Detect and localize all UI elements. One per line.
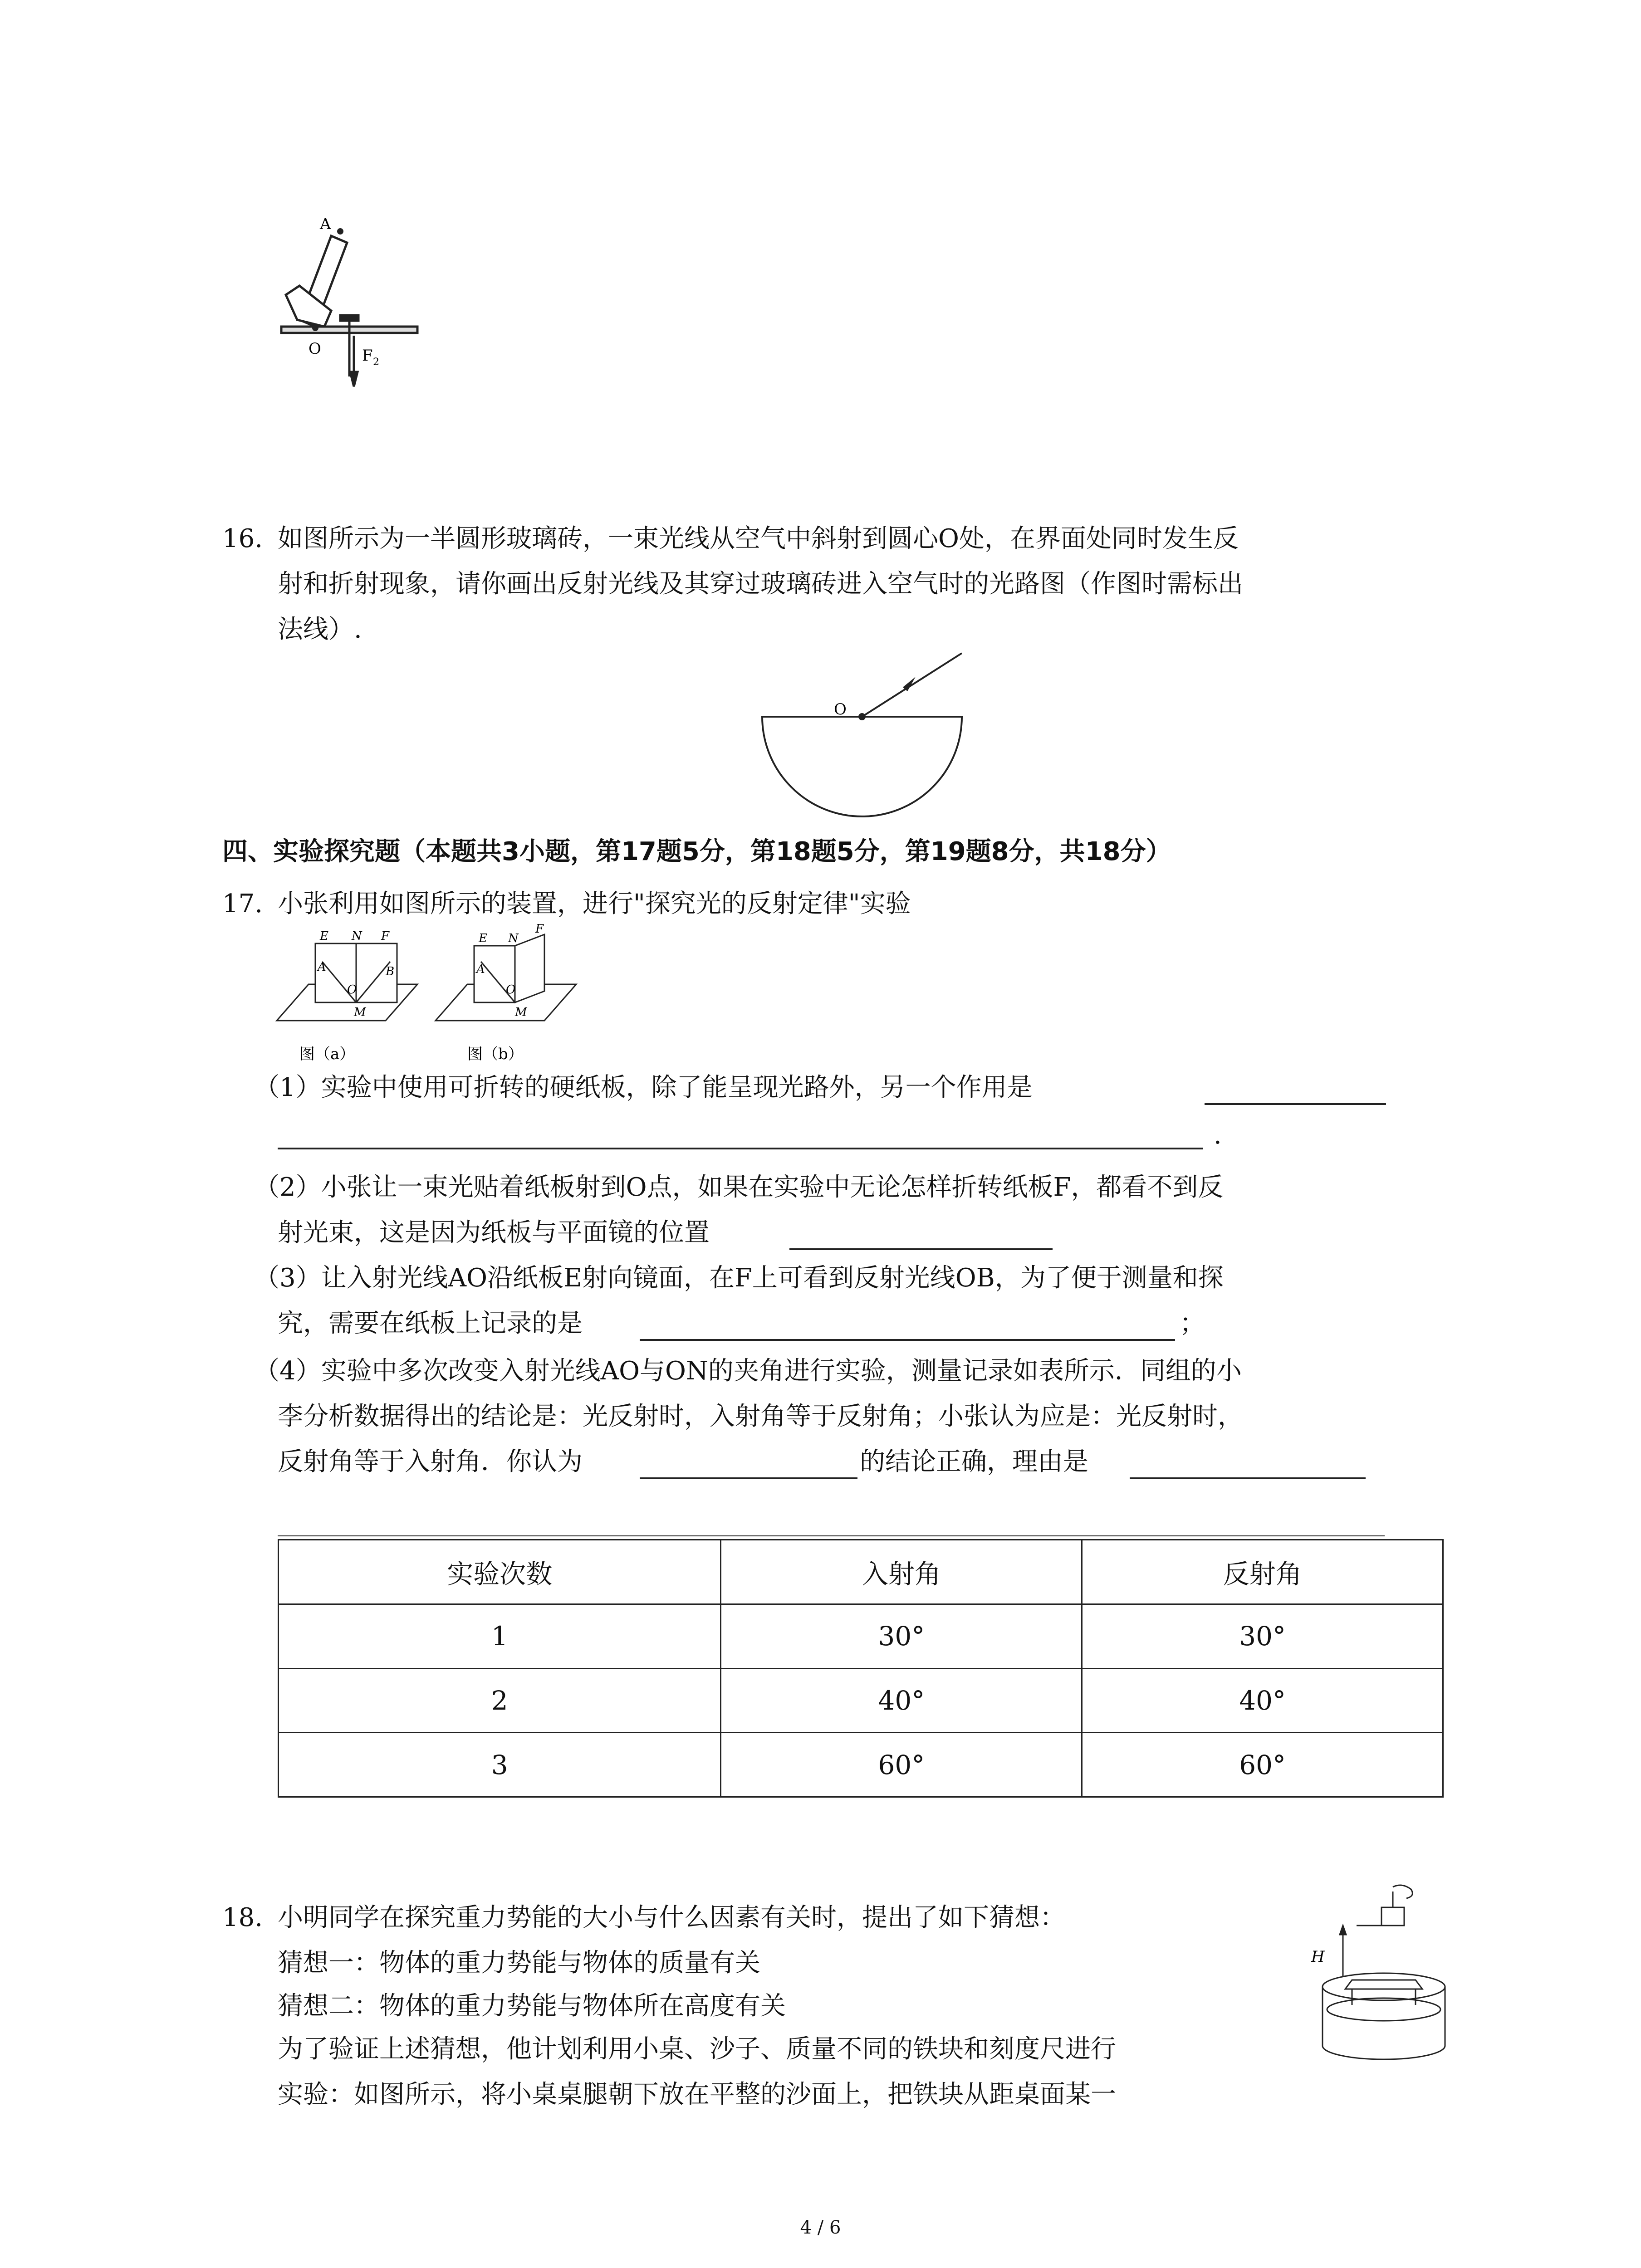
q16-line1: 如图所示为一半圆形玻璃砖，一束光线从空气中斜射到圆心O处，在界面处同时发生反 [278, 524, 1239, 553]
q17-intro: 小张利用如图所示的装置，进行"探究光的反射定律"实验 [278, 889, 911, 919]
label-o: O [309, 340, 321, 358]
answer-blank-4a[interactable] [640, 1477, 857, 1479]
label-o: O [347, 983, 357, 997]
answer-blank-3[interactable] [640, 1339, 1175, 1341]
q17-p1-end: . [1214, 1120, 1222, 1150]
fig-b-caption: 图（b） [467, 1045, 524, 1063]
sand-table-figure [1302, 1878, 1447, 2073]
q17-p2-line2: 射光束，这是因为纸板与平面镜的位置 [278, 1218, 710, 1247]
table-cell: 60° [1082, 1733, 1443, 1797]
table-row [279, 1733, 1443, 1797]
q18-line5: 实验：如图所示，将小桌桌腿朝下放在平整的沙面上，把铁块从距桌面某一 [278, 2080, 1116, 2109]
table-row [279, 1668, 1443, 1733]
page-number: 4 / 6 [800, 2217, 841, 2238]
table-header: 反射角 [1082, 1540, 1443, 1604]
table-cell: 3 [279, 1733, 721, 1797]
reflection-apparatus-figure [272, 922, 590, 1080]
label-o-b: O [506, 983, 516, 997]
answer-blank-4b[interactable] [1130, 1477, 1366, 1479]
q18-line2: 猜想一：物体的重力势能与物体的质量有关 [278, 1948, 760, 1978]
fig-a-caption: 图（a） [299, 1045, 355, 1063]
q16-number: 16. [222, 524, 263, 553]
answer-blank-4c[interactable] [278, 1535, 1385, 1536]
section-title: 四、实验探究题（本题共3小题，第17题5分，第18题5分，第19题8分，共18分） [222, 837, 1171, 866]
label-n: N [352, 929, 362, 943]
answer-blank-2[interactable] [789, 1248, 1053, 1250]
table-header: 实验次数 [279, 1540, 721, 1604]
experiment-table [278, 1539, 1444, 1798]
label-b: B [386, 965, 395, 978]
semicircle-glass-figure [744, 644, 980, 835]
label-n-b: N [508, 932, 519, 945]
q18-line4: 为了验证上述猜想，他计划利用小桌、沙子、质量不同的铁块和刻度尺进行 [278, 2034, 1116, 2064]
q18-line1: 小明同学在探究重力势能的大小与什么因素有关时，提出了如下猜想： [278, 1903, 1065, 1932]
q18-number: 18. [222, 1903, 263, 1932]
q17-p2-line1: （2）小张让一束光贴着纸板射到O点，如果在实验中无论怎样折转纸板F，都看不到反 [254, 1173, 1224, 1202]
q17-p1-line1: （1）实验中使用可折转的硬纸板，除了能呈现光路外，另一个作用是 [254, 1073, 1033, 1102]
table-cell: 2 [279, 1668, 721, 1733]
q17-p3-line2: 究，需要在纸板上记录的是 [278, 1309, 583, 1338]
q17-p3-line1: （3）让入射光线AO沿纸板E射向镜面，在F上可看到反射光线OB，为了便于测量和探 [254, 1263, 1224, 1293]
table-cell: 1 [279, 1604, 721, 1668]
answer-blank-1a[interactable] [1205, 1103, 1386, 1105]
label-h: H [1311, 1948, 1325, 1966]
q17-p4-line3b: 的结论正确，理由是 [860, 1447, 1088, 1476]
table-header-row [279, 1540, 1443, 1604]
table-header: 入射角 [721, 1540, 1082, 1604]
q17-p4-line1: （4）实验中多次改变入射光线AO与ON的夹角进行实验，测量记录如表所示．同组的小 [254, 1356, 1242, 1386]
table-cell: 30° [1082, 1604, 1443, 1668]
q17-number: 17. [222, 889, 263, 919]
figure-label-o: O [834, 700, 847, 719]
label-f: F [362, 347, 373, 365]
label-m: M [354, 1006, 366, 1019]
label-e: E [320, 929, 328, 943]
q18-line3: 猜想二：物体的重力势能与物体所在高度有关 [278, 1991, 786, 2021]
table-row [279, 1604, 1443, 1668]
table-cell: 30° [721, 1604, 1082, 1668]
label-a-b: A [476, 963, 485, 976]
label-a: A [320, 215, 331, 233]
label-f: F [381, 929, 390, 943]
q16-line2: 射和折射现象，请你画出反射光线及其穿过玻璃砖进入空气时的光路图（作图时需标出 [278, 569, 1243, 599]
table-cell: 60° [721, 1733, 1082, 1797]
q17-p4-line3a: 反射角等于入射角．你认为 [278, 1447, 583, 1476]
q16-line3: 法线）. [278, 615, 362, 644]
table-cell: 40° [1082, 1668, 1443, 1733]
q17-p4-line2: 李分析数据得出的结论是：光反射时，入射角等于反射角；小张认为应是：光反射时， [278, 1402, 1243, 1431]
table-cell: 40° [721, 1668, 1082, 1733]
label-f-b: F [535, 922, 544, 936]
hammer-lever-figure [272, 215, 426, 390]
q17-p3-end: ； [1180, 1309, 1205, 1338]
label-f-sub: 2 [373, 357, 379, 368]
answer-blank-1b[interactable] [278, 1148, 1203, 1149]
label-e-b: E [479, 932, 487, 945]
label-a: A [318, 960, 326, 974]
label-m-b: M [515, 1006, 527, 1019]
